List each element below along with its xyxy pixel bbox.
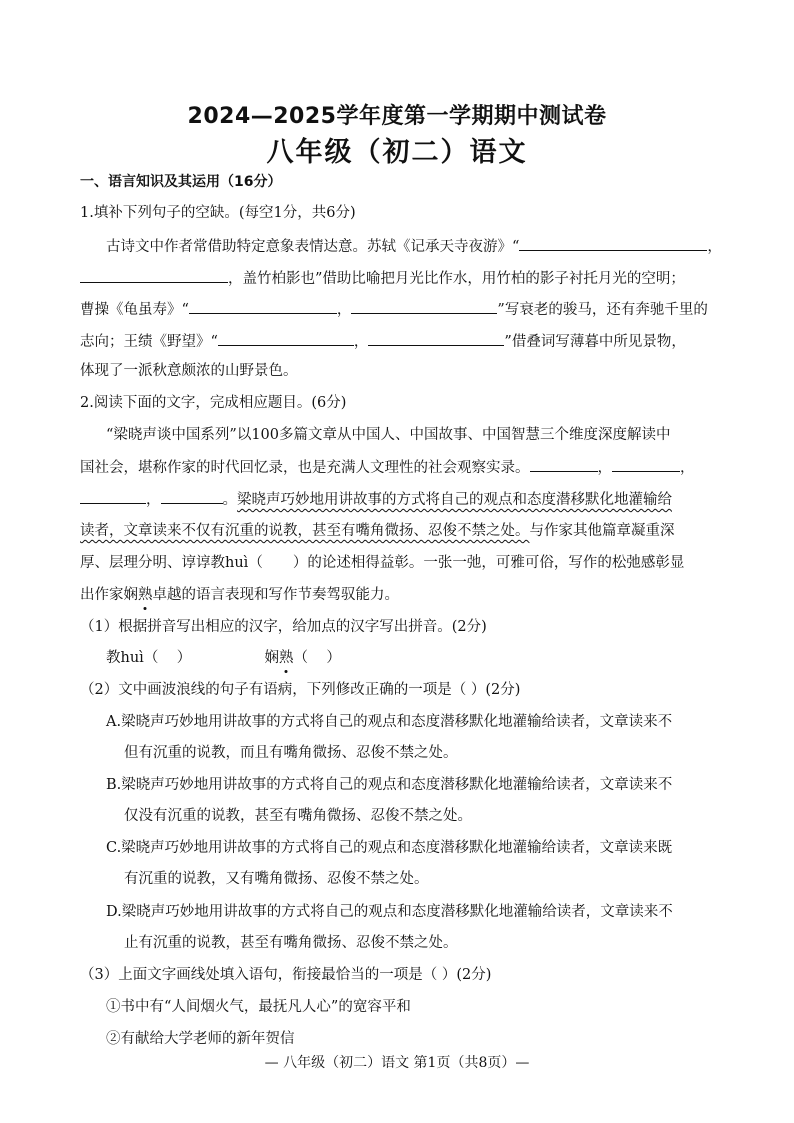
answer-slot-2[interactable] — [264, 650, 340, 666]
answer-slot-1[interactable]: 教huì（ ） — [106, 650, 192, 666]
q1-text: 曹操《龟虽寿》“ — [80, 302, 189, 318]
passage-text: ， — [146, 492, 161, 508]
option-b-line-2[interactable]: 仅没有沉重的说教，甚至有嘴角微扬、忍俊不禁之处。 — [124, 808, 472, 824]
list-item: ①书中有“人间烟火气，最抚凡人心”的宽容平和 — [106, 999, 411, 1015]
passage-text: ， — [680, 460, 695, 476]
option-b-line-1[interactable]: B.梁晓声巧妙地用讲故事的方式将自己的观点和态度潜移默化地灌输给读者，文章读来不 — [106, 777, 673, 793]
sub-question-1: （1）根据拼音写出相应的汉字，给加点的汉字写出拼音。(2分) — [80, 619, 487, 635]
q1-text: ，盖竹柏影也”借助比喻把月光比作水，用竹柏的影子衬托月光的空明； — [228, 271, 685, 287]
q1-text: 古诗文中作者常借助特定意象表情达意。苏轼《记承天寺夜游》“ — [106, 239, 520, 255]
answer-paren: （ ） — [293, 650, 341, 666]
passage-text: ， — [597, 460, 612, 476]
passage-line-4 — [80, 521, 675, 541]
option-d-line-2[interactable]: 止有沉重的说教，甚至有嘴角微扬、忍俊不禁之处。 — [124, 935, 458, 951]
q1-text: ”写衰老的骏马，还有奔驰千里的 — [497, 302, 708, 318]
wavy-underlined-sentence: 读者，文章读来不仅有沉重的说教，甚至有嘴角微扬、忍俊不禁之处。 — [80, 523, 530, 539]
option-a-line-1[interactable]: A.梁晓声巧妙地用讲故事的方式将自己的观点和态度潜移默化地灌输给读者，文章读来不 — [106, 714, 673, 730]
answer-char: 娴 — [264, 650, 279, 666]
sub-question-1-answers — [106, 648, 341, 668]
passage-text: ）的论述相得益彰。一张一弛，可雅可俗，写作的松弛感彰显 — [292, 555, 685, 571]
dotted-character: 熟 — [138, 587, 153, 603]
answer-blank[interactable] — [612, 457, 680, 472]
option-d-line-1[interactable]: D.梁晓声巧妙地用讲故事的方式将自己的观点和态度潜移默化地灌输给读者，文章读来不 — [106, 904, 673, 920]
answer-blank[interactable] — [161, 489, 223, 504]
answer-blank[interactable] — [189, 299, 337, 314]
passage-line-3 — [80, 489, 672, 510]
question-1-heading: 1.填补下列句子的空缺。(每空1分，共6分) — [80, 205, 356, 221]
exam-title: 2024—2025学年度第一学期期中测试卷 — [187, 104, 607, 129]
option-c-line-1[interactable]: C.梁晓声巧妙地用讲故事的方式将自己的观点和态度潜移默化地灌输给读者，文章读来既 — [106, 840, 673, 856]
answer-blank[interactable] — [351, 299, 497, 314]
answer-blank[interactable] — [519, 236, 707, 251]
q1-text: ， — [336, 302, 352, 318]
exam-subtitle: 八年级（初二）语文 — [266, 137, 528, 168]
q1-text: 志向；王绩《野望》“ — [80, 334, 218, 350]
passage-line-1: “梁晓声谈中国系列”以100多篇文章从中国人、中国故事、中国智慧三个维度深度解读中 — [106, 427, 671, 443]
passage-text: 。 — [222, 492, 237, 508]
question-1-line-1 — [106, 236, 722, 257]
question-2-heading: 2.阅读下面的文字，完成相应题目。(6分) — [80, 395, 347, 411]
q1-text: ， — [707, 239, 722, 255]
answer-blank[interactable] — [218, 331, 354, 346]
section-heading: 一、语言知识及其运用（16分） — [80, 174, 282, 190]
option-c-line-2[interactable]: 有沉重的说教，又有嘴角微扬、忍俊不禁之处。 — [124, 871, 429, 887]
question-1-line-4 — [80, 331, 686, 352]
question-1-line-3 — [80, 299, 708, 320]
answer-blank[interactable] — [80, 489, 146, 504]
passage-text: 国社会，堪称作家的时代回忆录，也是充满人文理性的社会观察实录。 — [80, 460, 530, 476]
passage-text: 厚、层理分明、谆谆教huì（ — [80, 555, 263, 571]
sub-question-3: （3）上面文字画线处填入语句，衔接最恰当的一项是（ ）(2分) — [80, 967, 492, 983]
question-1-line-2 — [80, 268, 685, 289]
answer-blank[interactable] — [368, 331, 504, 346]
list-item: ②有献给大学老师的新年贺信 — [106, 1031, 295, 1047]
passage-line-5 — [80, 553, 684, 573]
passage-text: 与作家其他篇章凝重深 — [529, 523, 675, 539]
option-a-line-2[interactable]: 但有沉重的说教，而且有嘴角微扬、忍俊不禁之处。 — [124, 745, 458, 761]
q1-text: ”借叠词写薄暮中所见景物， — [504, 334, 686, 350]
q1-text: ， — [353, 334, 369, 350]
answer-blank[interactable] — [80, 268, 228, 283]
passage-text: 卓越的语言表现和写作节奏驾驭能力。 — [152, 587, 399, 603]
passage-line-6 — [80, 585, 399, 605]
wavy-underlined-sentence: 梁晓声巧妙地用讲故事的方式将自己的观点和态度潜移默化地灌输给 — [237, 492, 672, 508]
page-footer: — 八年级（初二）语文 第1页（共8页）— — [264, 1055, 530, 1071]
sub-question-2: （2）文中画波浪线的句子有语病，下列修改正确的一项是（ ）(2分) — [80, 682, 521, 698]
dotted-character: 熟 — [278, 650, 294, 666]
answer-blank[interactable] — [530, 457, 598, 472]
question-1-line-5: 体现了一派秋意颇浓的山野景色。 — [80, 363, 298, 379]
passage-text: 出作家娴 — [80, 587, 138, 603]
passage-line-2 — [80, 457, 695, 478]
